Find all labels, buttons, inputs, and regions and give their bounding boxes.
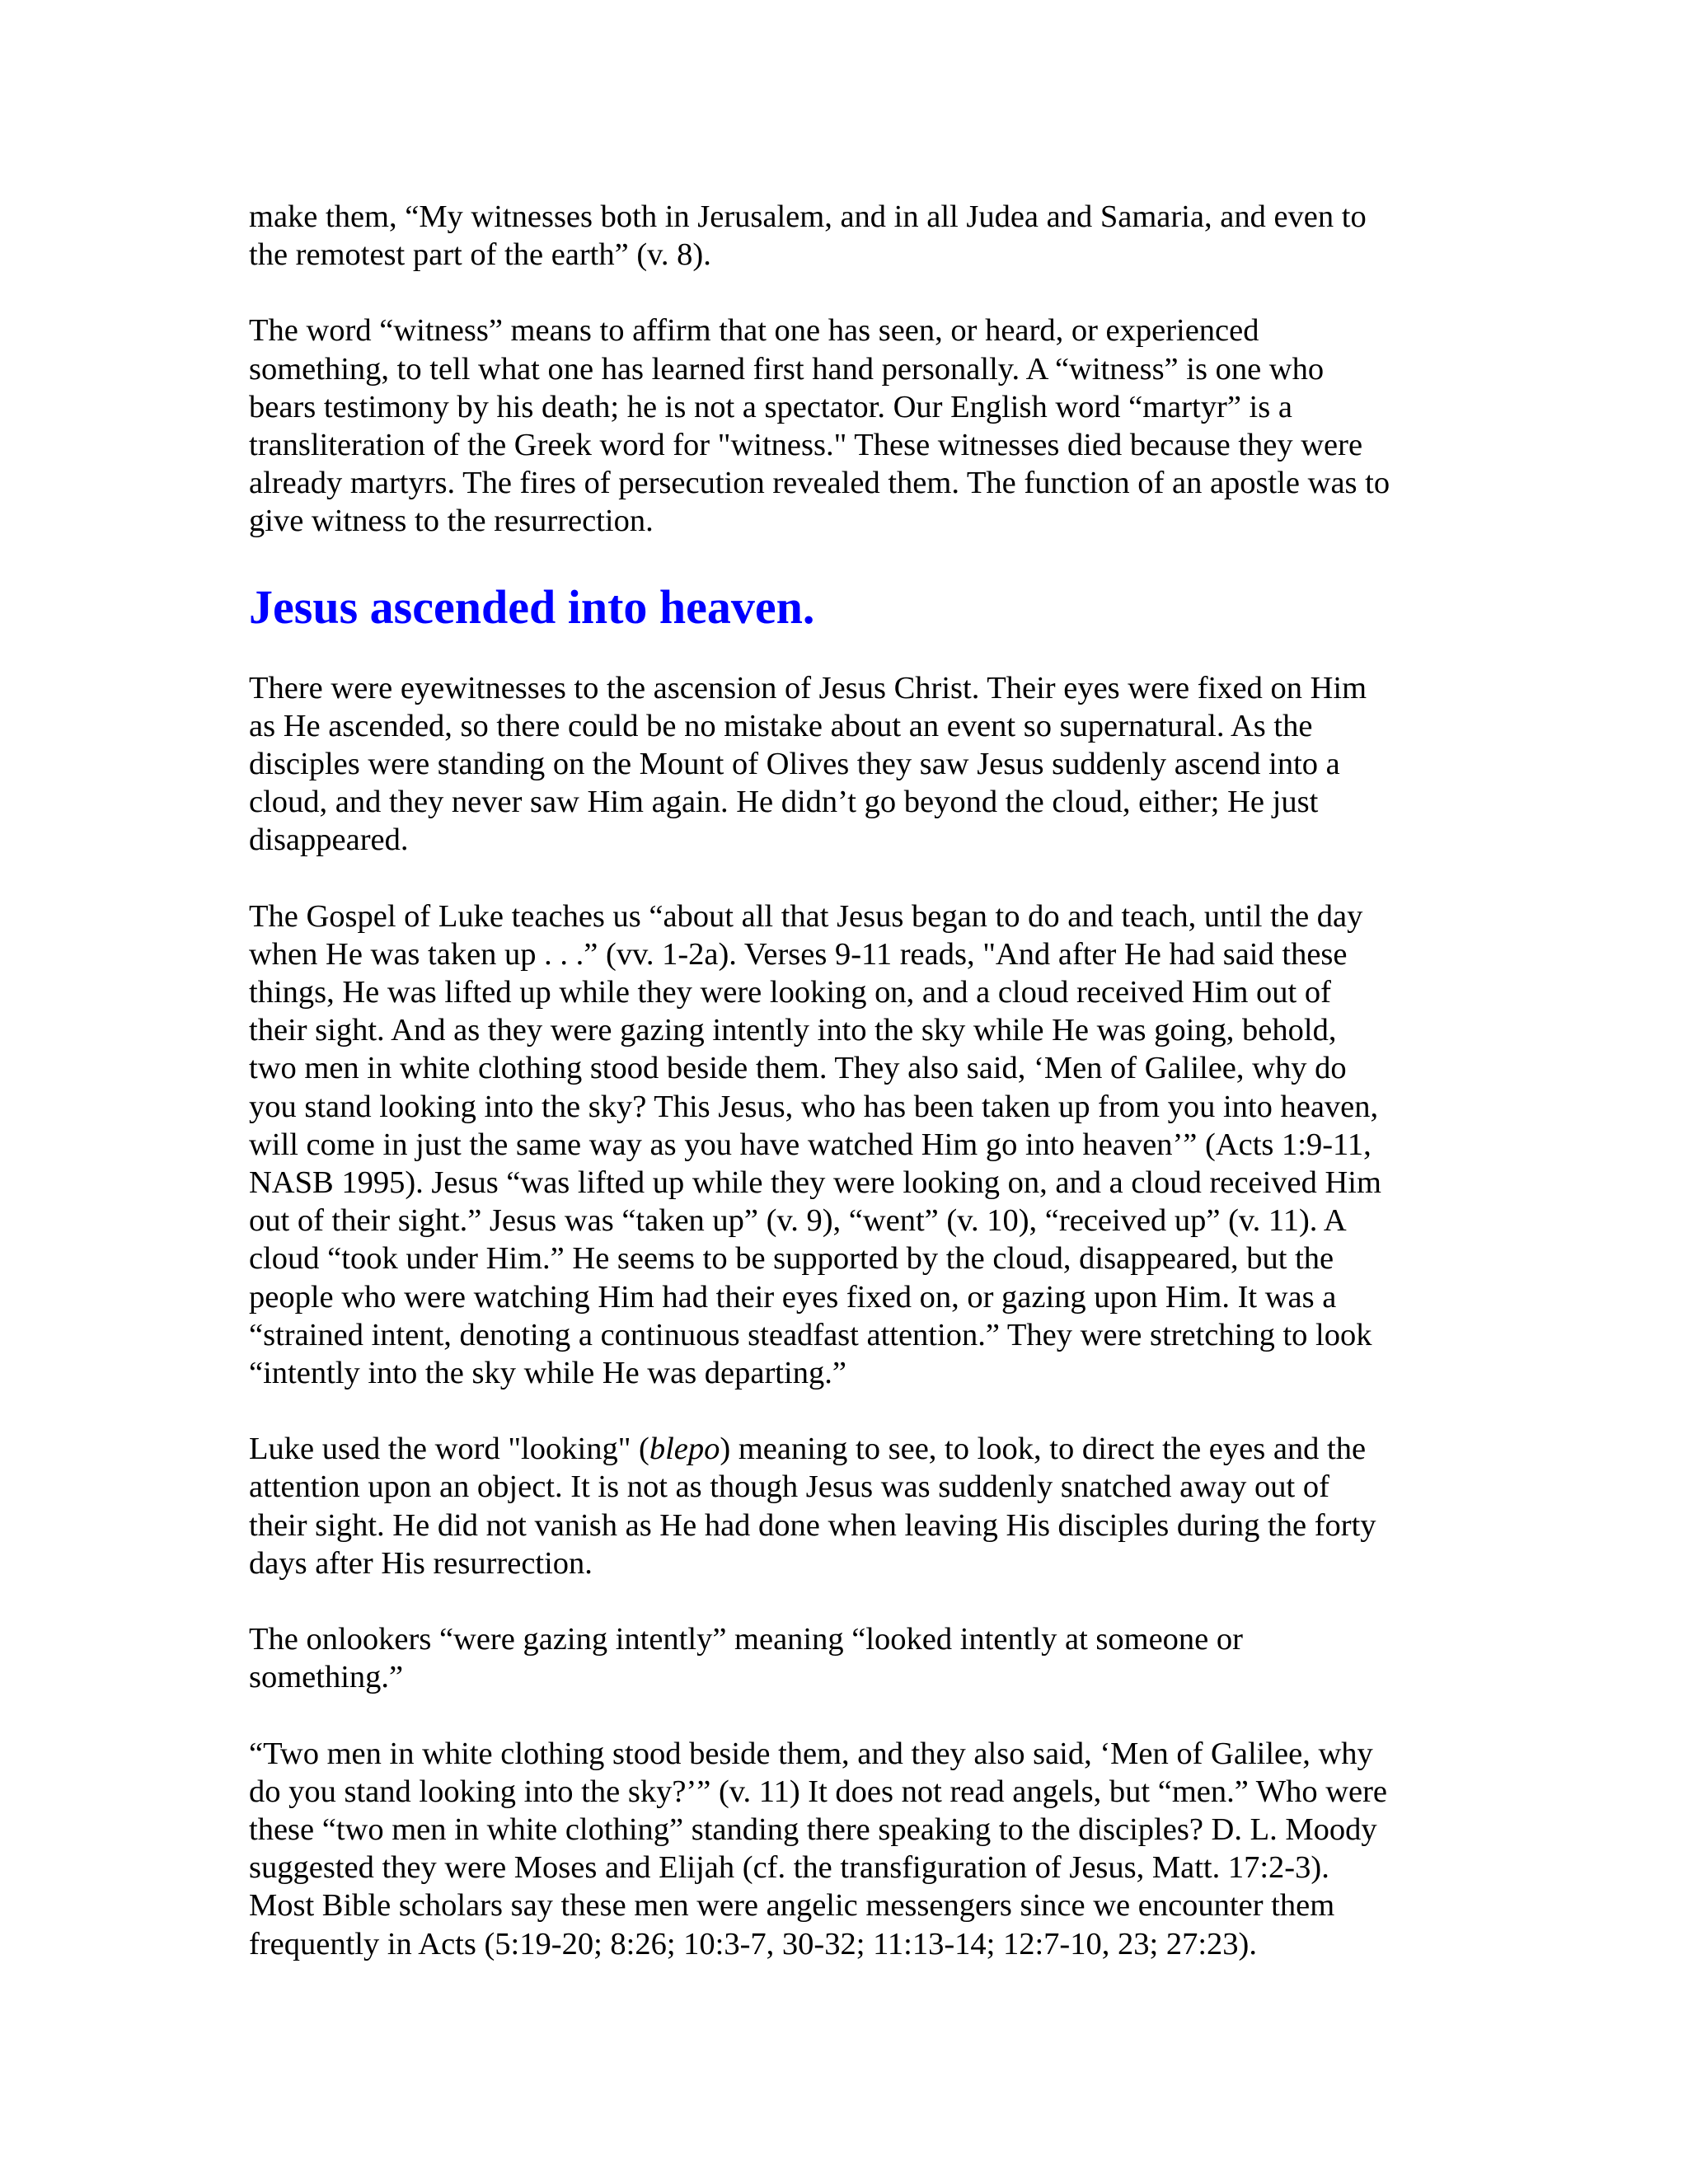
paragraph-blepo — [249, 1430, 1461, 1582]
text-segment: Luke used the word "looking" ( — [249, 1432, 649, 1467]
text-line: the remotest part of the earth” (v. 8). — [249, 237, 711, 273]
paragraph-eyewitnesses — [249, 669, 1461, 860]
text-line: give witness to the resurrection. — [249, 504, 654, 539]
text-line: attention upon an object. It is not as though Jesus was suddenly snatched away out of — [249, 1469, 1329, 1505]
text-line: “intently into the sky while He was departing.” — [249, 1356, 846, 1391]
text-line: already martyrs. The fires of persecution revealed them. The function of an apostle was to — [249, 466, 1390, 501]
paragraph-onlookers — [249, 1620, 1461, 1696]
text-line: people who were watching Him had their eyes fixed on, or gazing upon Him. It was a — [249, 1279, 1337, 1315]
text-line: days after His resurrection. — [249, 1545, 593, 1581]
text-line — [249, 1430, 1461, 1468]
text-line: NASB 1995). Jesus “was lifted up while they were looking on, and a cloud received Him — [249, 1165, 1381, 1201]
text-line: cloud “took under Him.” He seems to be supported by the cloud, disappeared, but the — [249, 1241, 1334, 1277]
text-line: do you stand looking into the sky?’” (v. 11) It does not read angels, but “men.” Who were — [249, 1774, 1388, 1809]
text-line: will come in just the same way as you have watched Him go into heaven’” (Acts 1:9-11, — [249, 1127, 1372, 1162]
text-line: as He ascended, so there could be no mistake about an event so supernatural. As the — [249, 708, 1313, 743]
text-line: cloud, and they never saw Him again. He didn’t go beyond the cloud, either; He just — [249, 785, 1319, 820]
text-line: make them, “My witnesses both in Jerusalem, and in all Judea and Samaria, and even to — [249, 199, 1367, 234]
paragraph-witness-meaning — [249, 312, 1461, 540]
text-line: things, He was lifted up while they were looking on, and a cloud received Him out of — [249, 975, 1331, 1010]
text-line: The Gospel of Luke teaches us “about all that Jesus began to do and teach, until the day — [249, 898, 1363, 934]
text-line: out of their sight.” Jesus was “taken up” (v. 9), “went” (v. 10), “received up” (v. 11). A — [249, 1203, 1347, 1239]
text-line: when He was taken up . . .” (vv. 1-2a). Verses 9-11 reads, "And after He had said these — [249, 936, 1348, 972]
text-line: “Two men in white clothing stood beside them, and they also said, ‘Men of Galilee, why — [249, 1736, 1373, 1771]
text-line: bears testimony by his death; he is not a spectator. Our English word “martyr” is a — [249, 389, 1292, 424]
text-line: you stand looking into the sky? This Jesus, who has been taken up from you into heaven, — [249, 1089, 1379, 1124]
text-line: The word “witness” means to affirm that one has seen, or heard, or experienced — [249, 313, 1259, 349]
paragraph-two-men — [249, 1735, 1461, 1963]
document-page — [249, 198, 1461, 2001]
greek-term-blepo: blepo — [649, 1432, 720, 1467]
text-line: suggested they were Moses and Elijah (cf. the transfiguration of Jesus, Matt. 17:2-3). — [249, 1850, 1329, 1886]
text-line: disappeared. — [249, 823, 409, 858]
paragraph-gospel-of-luke — [249, 898, 1461, 1393]
text-segment: ) meaning to see, to look, to direct the eyes and the — [720, 1432, 1367, 1467]
text-line: There were eyewitnesses to the ascension of Jesus Christ. Their eyes were fixed on Him — [249, 670, 1367, 705]
text-line: their sight. And as they were gazing intently into the sky while He was going, behold, — [249, 1013, 1337, 1048]
text-line: something.” — [249, 1660, 404, 1695]
text-line: The onlookers “were gazing intently” meaning “looked intently at someone or — [249, 1622, 1243, 1657]
text-line: frequently in Acts (5:19-20; 8:26; 10:3-7, 30-32; 11:13-14; 12:7-10, 23; 27:23). — [249, 1926, 1257, 1961]
text-line: their sight. He did not vanish as He had done when leaving His disciples during the forty — [249, 1507, 1376, 1543]
text-line: something, to tell what one has learned first hand personally. A “witness” is one who — [249, 351, 1325, 387]
text-line: Most Bible scholars say these men were angelic messengers since we encounter them — [249, 1888, 1335, 1924]
text-line: two men in white clothing stood beside them. They also said, ‘Men of Galilee, why do — [249, 1051, 1347, 1086]
text-line: transliteration of the Greek word for "witness." These witnesses died because they were — [249, 428, 1363, 463]
section-heading: Jesus ascended into heaven. — [249, 579, 815, 634]
paragraph-witnesses-quote — [249, 198, 1461, 274]
text-line: these “two men in white clothing” standing there speaking to the disciples? D. L. Moody — [249, 1811, 1377, 1847]
text-line: “strained intent, denoting a continuous steadfast attention.” They were stretching to look — [249, 1317, 1372, 1352]
text-line: disciples were standing on the Mount of Olives they saw Jesus suddenly ascend into a — [249, 747, 1340, 782]
